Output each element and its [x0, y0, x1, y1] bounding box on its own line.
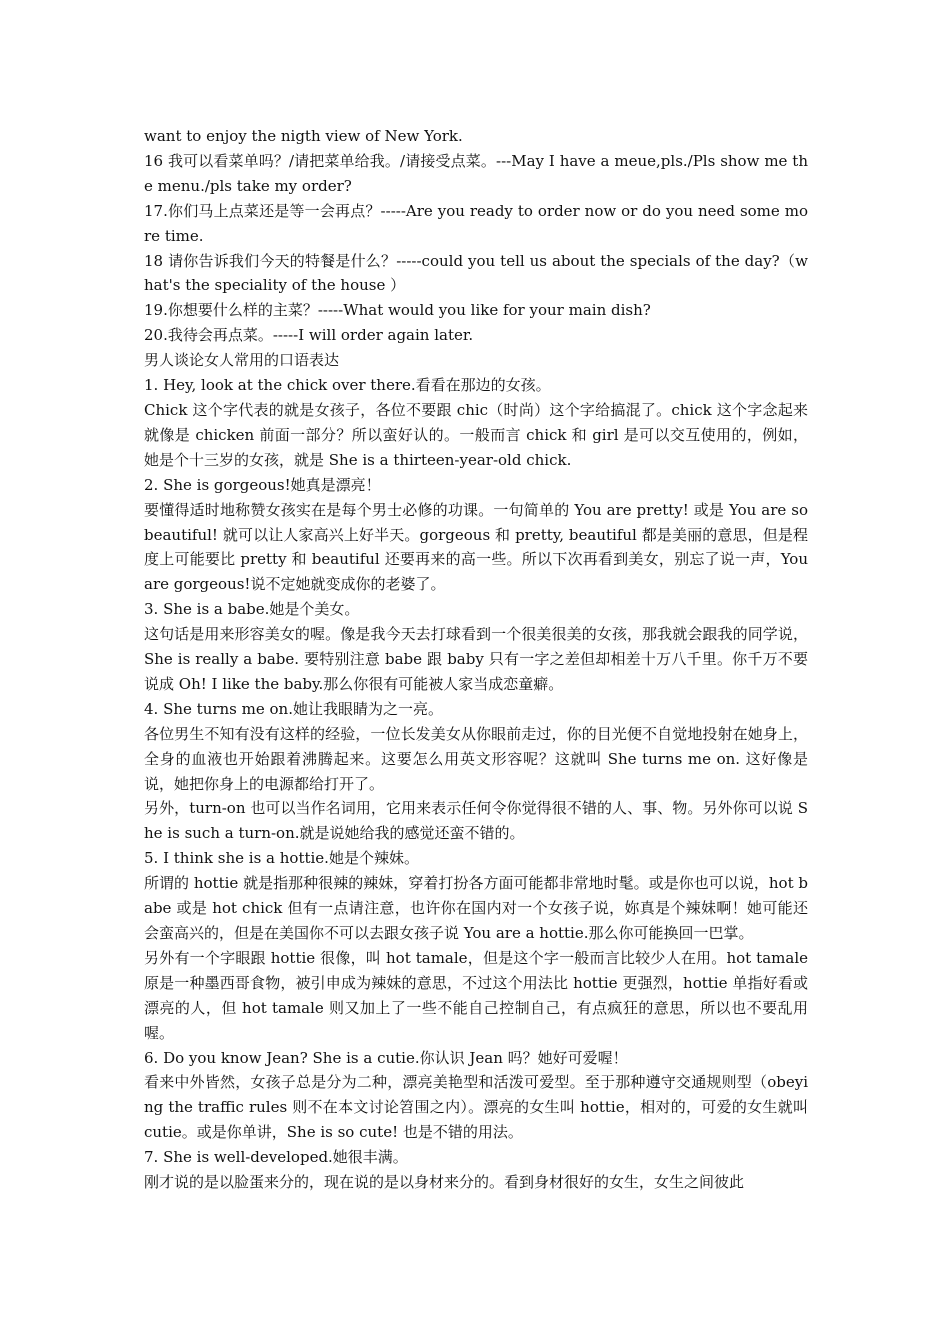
- text-line: 16 我可以看菜单吗？/请把菜单给我。/请接受点菜。---May I have a meue,pls./Pls show me the menu./pls take my order?: [144, 151, 808, 195]
- section-heading: 男人谈论女人常用的口语表达: [144, 351, 340, 370]
- phrase-heading: 4. She turns me on.她让我眼睛为之一亮。: [144, 699, 443, 718]
- text-line: 19.你想要什么样的主菜？-----What would you like for your main dish?: [144, 301, 651, 320]
- paragraph: 这句话是用来形容美女的喔。像是我今天去打球看到一个很美很美的女孩，那我就会跟我的同学说，She is really a babe. 要特别注意 babe 跟 baby 只有一字之差但却相差十万八千里。你千万不要说成 Oh! I like the baby.那么你很有可能被人家当成恋童癖。: [144, 625, 808, 693]
- paragraph: 看来中外皆然，女孩子总是分为二种，漂亮美艳型和活泼可爱型。至于那种遵守交通规则型（obeying the traffic rules 则不在本文讨论笤围之内）。漂亮的女生叫 hottie，相对的，可爱的女生就叫 cutie。或是你单讲，She is so cute! 也是不错的用法。: [144, 1073, 808, 1142]
- paragraph: Chick 这个字代表的就是女孩子，各位不要跟 chic（时尚）这个字给搞混了。chick 这个字念起来就像是 chicken 前面一部分？所以蛮好认的。一般而言 chick 和 girl 是可以交互使用的，例如，她是个十三岁的女孩，就是 She is a thirteen-year-old chick.: [144, 400, 808, 469]
- text-line: 17.你们马上点菜还是等一会再点？-----Are you ready to order now or do you need some more time.: [144, 201, 808, 245]
- phrase-heading: 7. She is well-developed.她很丰满。: [144, 1148, 408, 1167]
- text-line: want to enjoy the nigth view of New York.: [144, 127, 463, 145]
- paragraph: 各位男生不知有没有这样的经验，一位长发美女从你眼前走过，你的目光便不自觉地投射在她身上，全身的血液也开始跟着沸腾起来。这要怎么用英文形容呢？这就叫 She turns me on. 这好像是说，她把你身上的电源都给打开了。: [144, 724, 808, 793]
- phrase-heading: 6. Do you know Jean? She is a cutie.你认识 Jean 吗？她好可爱喔！: [144, 1048, 628, 1067]
- phrase-heading: 2. She is gorgeous!她真是漂亮！: [144, 475, 381, 494]
- paragraph: 所谓的 hottie 就是指那种很辣的辣妹，穿着打扮各方面可能都非常地时髦。或是你也可以说，hot babe 或是 hot chick 但有一点请注意，也许你在国内对一个女孩子说，妳真是个辣妹啊！她可能还会蛮高兴的，但是在美国你不可以去跟女孩子说 You are a hottie.那么你可能换回一巴掌。: [144, 874, 808, 942]
- paragraph: 刚才说的是以脸蛋来分的，现在说的是以身材来分的。看到身材很好的女生，女生之间彼此: [144, 1173, 745, 1192]
- document-page: [144, 124, 808, 1195]
- paragraph: 要懂得适时地称赞女孩实在是每个男士必修的功课。一句简单的 You are pretty! 或是 You are so beautiful! 就可以让人家高兴上好半天。gorgeous 和 pretty, beautiful 都是美丽的意思，但是程度上可能要比 pretty 和 beautiful 还要再来的高一些。所以下次再看到美女，别忘了说一声，You are gorgeous!说不定她就变成你的老婆了。: [144, 500, 808, 594]
- text-line: 20.我待会再点菜。-----I will order again later.: [144, 326, 474, 345]
- paragraph: 另外，turn-on 也可以当作名词用，它用来表示任何令你觉得很不错的人、事、物。另外你可以说 She is such a turn-on.就是说她给我的感觉还蛮不错的。: [144, 799, 808, 843]
- phrase-heading: 1. Hey, look at the chick over there.看看在那边的女孩。: [144, 376, 551, 395]
- phrase-heading: 3. She is a babe.她是个美女。: [144, 600, 360, 619]
- phrase-heading: 5. I think she is a hottie.她是个辣妹。: [144, 849, 419, 868]
- paragraph: 另外有一个字眼跟 hottie 很像，叫 hot tamale，但是这个字一般而言比较少人在用。hot tamale 原是一种墨西哥食物，被引申成为辣妹的意思，不过这个用法比 hottie 更强烈，hottie 单指好看或漂亮的人，但 hot tamale 则又加上了一些不能自己控制自己，有点疯狂的意思，所以也不要乱用喔。: [144, 948, 808, 1042]
- text-line: 18 请你告诉我们今天的特餐是什么？-----could you tell us about the specials of the day?（what's the speciality of the house ）: [144, 251, 808, 295]
